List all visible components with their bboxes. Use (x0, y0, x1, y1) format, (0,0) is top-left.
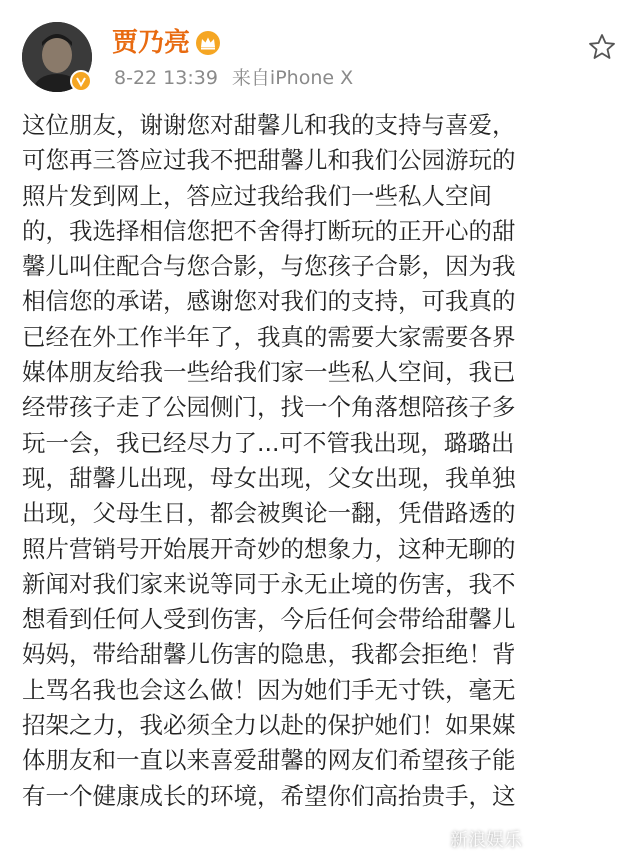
watermark: 新浪娱乐 (450, 830, 522, 851)
post-text-line: 妈妈，带给甜馨儿伤害的隐患，我都会拒绝！背 (22, 640, 516, 669)
post-text-line: 经带孩子走了公园侧门，找一个角落想陪孩子多 (22, 393, 516, 422)
post-text-line: 想看到任何人受到伤害，今后任何会带给甜馨儿 (22, 605, 516, 634)
post-body (22, 108, 622, 814)
post-text-line: 相信您的承诺，感谢您对我们的支持，可我真的 (22, 287, 516, 316)
post-text-line: 有一个健康成长的环境，希望你们高抬贵手，这 (22, 781, 516, 810)
post-text-line: 的，我选择相信您把不舍得打断玩的正开心的甜 (22, 216, 516, 245)
post-text-line: 照片营销号开始展开奇妙的想象力，这种无聊的 (22, 534, 516, 563)
star-icon[interactable] (587, 32, 617, 62)
post-text-line: 体朋友和一直以来喜爱甜馨的网友们希望孩子能 (22, 746, 516, 775)
post-text-line: 现，甜馨儿出现，母女出现，父女出现，我单独 (22, 463, 516, 492)
post-text-line: 媒体朋友给我一些给我们家一些私人空间，我已 (22, 358, 516, 387)
post-source: 来自iPhone X (231, 67, 354, 89)
username[interactable]: 贾乃亮 (112, 28, 191, 58)
post-meta (114, 66, 353, 90)
post-text-line: 馨儿叫住配合与您合影，与您孩子合影，因为我 (22, 252, 516, 281)
post-time: 8-22 13:39 (114, 67, 218, 89)
post-text-line: 照片发到网上，答应过我给我们一些私人空间 (22, 181, 492, 210)
post-text-line: 招架之力，我必须全力以赴的保护她们！如果媒 (22, 711, 516, 740)
post-text-line: 出现，父母生日，都会被舆论一翻，凭借路透的 (22, 499, 516, 528)
post-text-line: 这位朋友，谢谢您对甜馨儿和我的支持与喜爱， (22, 111, 516, 139)
post-text-line: 已经在外工作半年了，我真的需要大家需要各界 (22, 322, 516, 351)
post-text-line: 上骂名我也会这么做！因为她们手无寸铁，毫无 (22, 675, 516, 704)
crown-icon[interactable] (195, 30, 221, 56)
verified-v-icon (70, 70, 92, 92)
post-text-line: 玩一会，我已经尽力了...可不管我出现，璐璐出 (22, 428, 515, 457)
post-text-line: 可您再三答应过我不把甜馨儿和我们公园游玩的 (22, 146, 516, 175)
post-header (0, 0, 640, 110)
post-text-line: 新闻对我们家来说等同于永无止境的伤害，我不 (22, 569, 516, 598)
